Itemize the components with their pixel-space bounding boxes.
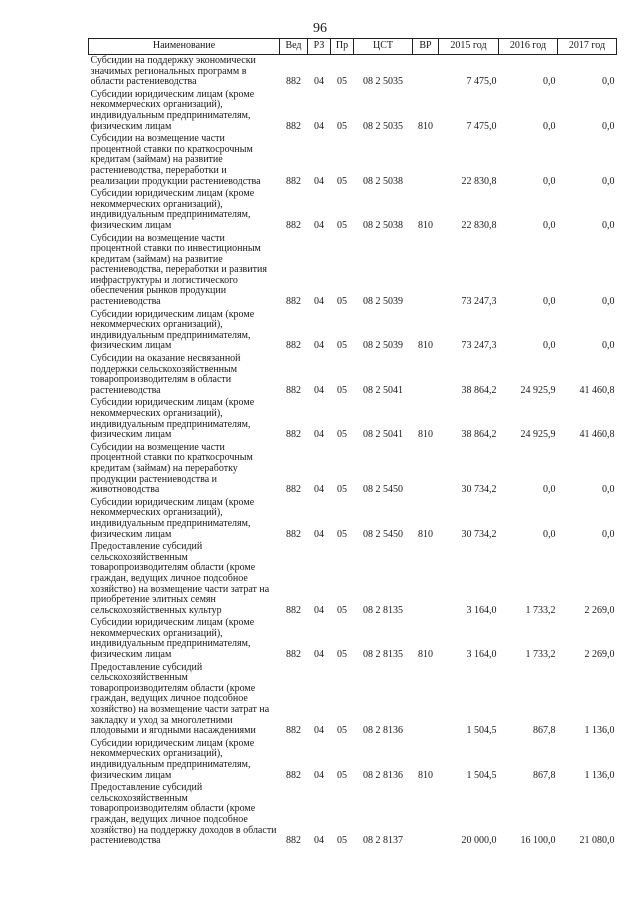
row-2016: 867,8 (533, 769, 556, 781)
row-2015: 22 830,8 (461, 175, 497, 187)
row-rz: 04 (314, 725, 324, 737)
row-pr: 05 (337, 604, 347, 616)
row-cst: 08 2 5450 (363, 484, 403, 496)
budget-table (88, 38, 617, 848)
row-rz: 04 (314, 769, 324, 781)
row-2015: 38 864,2 (461, 384, 497, 396)
header-name: Наименование (89, 39, 280, 55)
row-name: Субсидии юридическим лицам (кроме некоммерческих организаций), индивидуальным предпринимателям, физическим лицам (90, 308, 255, 352)
row-vr (413, 233, 439, 309)
row-cst: 08 2 8136 (363, 725, 403, 737)
row-2015: 7 475,0 (466, 120, 497, 132)
row-ved: 882 (286, 604, 301, 616)
row-2016: 1 733,2 (525, 649, 556, 661)
row-pr: 05 (337, 835, 347, 847)
row-cst: 08 2 5035 (363, 76, 403, 88)
table-row (89, 55, 617, 89)
row-ved: 882 (286, 340, 301, 352)
row-ved: 882 (286, 835, 301, 847)
row-2016: 0,0 (543, 484, 556, 496)
row-cst: 08 2 5039 (363, 340, 403, 352)
row-ved: 882 (286, 528, 301, 540)
row-2016: 0,0 (543, 120, 556, 132)
row-vr: 810 (418, 528, 433, 540)
table-row (89, 738, 617, 782)
row-2017: 0,0 (602, 484, 615, 496)
row-2017: 41 460,8 (579, 429, 615, 441)
row-name: Субсидии на возмещение части процентной ставки по краткосрочным кредитам (займам) на переработку продукции растениеводства и животноводства (90, 441, 253, 496)
row-2016: 0,0 (543, 340, 556, 352)
row-ved: 882 (286, 120, 301, 132)
row-ved: 882 (286, 769, 301, 781)
row-2017: 2 269,0 (584, 604, 615, 616)
row-pr: 05 (337, 528, 347, 540)
row-2016: 867,8 (533, 725, 556, 737)
row-2016: 24 925,9 (520, 384, 556, 396)
row-2017: 0,0 (602, 120, 615, 132)
row-2017: 41 460,8 (579, 384, 615, 396)
row-cst: 08 2 8137 (363, 835, 403, 847)
row-vr: 810 (418, 649, 433, 661)
table-row (89, 309, 617, 353)
row-name: Субсидии юридическим лицам (кроме некоммерческих организаций), индивидуальным предпринимателям, физическим лицам (90, 188, 255, 231)
row-vr (413, 782, 439, 848)
row-cst: 08 2 8135 (363, 604, 403, 616)
row-2016: 16 100,0 (520, 835, 556, 847)
row-vr: 810 (418, 429, 433, 441)
row-2015: 20 000,0 (461, 835, 497, 847)
row-ved: 882 (286, 175, 301, 187)
header-pr: Пр (331, 39, 354, 55)
header-rz: РЗ (308, 39, 331, 55)
row-name: Субсидии на оказание несвязанной поддержки сельскохозяйственным товаропроизводителям в области растениеводства (90, 353, 241, 396)
row-pr: 05 (337, 769, 347, 781)
row-cst: 08 2 5038 (363, 219, 403, 231)
table-row (89, 662, 617, 738)
row-cst: 08 2 5038 (363, 175, 403, 187)
row-vr (413, 133, 439, 188)
row-ved: 882 (286, 649, 301, 661)
row-name: Субсидии юридическим лицам (кроме некоммерческих организаций), индивидуальным предпринимателям, физическим лицам (90, 397, 255, 441)
row-pr: 05 (337, 384, 347, 396)
header-cst: ЦСТ (354, 39, 413, 55)
row-vr: 810 (418, 769, 433, 781)
row-2016: 0,0 (543, 219, 556, 231)
row-2017: 2 269,0 (584, 649, 615, 661)
row-cst: 08 2 5041 (363, 429, 403, 441)
row-ved: 882 (286, 296, 301, 308)
row-ved: 882 (286, 219, 301, 231)
row-cst: 08 2 5041 (363, 384, 403, 396)
row-2015: 30 734,2 (461, 528, 497, 540)
row-2015: 3 164,0 (466, 649, 497, 661)
row-rz: 04 (314, 219, 324, 231)
table-row (89, 617, 617, 661)
row-ved: 882 (286, 725, 301, 737)
row-rz: 04 (314, 484, 324, 496)
row-name: Предоставление субсидий сельскохозяйственным товаропроизводителям области (кроме граждан, ведущих личное подсобное хозяйство) на поддержку доходов в области растениеводства (90, 782, 277, 847)
row-pr: 05 (337, 725, 347, 737)
table-row (89, 233, 617, 309)
table-row (89, 497, 617, 541)
table-row (89, 541, 617, 617)
row-pr: 05 (337, 649, 347, 661)
header-ved: Вед (280, 39, 308, 55)
table-row (89, 188, 617, 232)
row-rz: 04 (314, 528, 324, 540)
row-rz: 04 (314, 384, 324, 396)
row-2016: 0,0 (543, 76, 556, 88)
row-2015: 38 864,2 (461, 429, 497, 441)
row-2015: 3 164,0 (466, 604, 497, 616)
row-pr: 05 (337, 175, 347, 187)
table-row (89, 782, 617, 848)
table-row (89, 353, 617, 397)
row-2015: 30 734,2 (461, 484, 497, 496)
row-pr: 05 (337, 296, 347, 308)
row-name: Субсидии на поддержку экономически значимых региональных программ в области растениеводства (90, 55, 256, 88)
row-2017: 0,0 (602, 528, 615, 540)
row-2015: 1 504,5 (466, 769, 497, 781)
row-cst: 08 2 5450 (363, 528, 403, 540)
row-2015: 7 475,0 (466, 76, 497, 88)
row-cst: 08 2 8135 (363, 649, 403, 661)
row-rz: 04 (314, 76, 324, 88)
row-rz: 04 (314, 175, 324, 187)
row-2016: 0,0 (543, 528, 556, 540)
row-name: Субсидии юридическим лицам (кроме некоммерческих организаций), индивидуальным предпринимателям, физическим лицам (90, 88, 255, 132)
row-rz: 04 (314, 835, 324, 847)
row-2015: 73 247,3 (461, 296, 497, 308)
row-2017: 0,0 (602, 175, 615, 187)
row-2016: 0,0 (543, 296, 556, 308)
table-body (89, 55, 617, 848)
row-rz: 04 (314, 340, 324, 352)
row-pr: 05 (337, 120, 347, 132)
row-vr: 810 (418, 340, 433, 352)
page-number: 96 (313, 21, 327, 36)
row-pr: 05 (337, 219, 347, 231)
row-cst: 08 2 8136 (363, 769, 403, 781)
row-name: Субсидии юридическим лицам (кроме некоммерческих организаций), индивидуальным предпринимателям, физическим лицам (90, 617, 255, 661)
row-name: Субсидии на возмещение части процентной ставки по краткосрочным кредитам (займам) на развитие растениеводства, переработки и реализации продукции растениеводства (90, 133, 261, 187)
row-rz: 04 (314, 429, 324, 441)
row-rz: 04 (314, 649, 324, 661)
row-vr: 810 (418, 219, 433, 231)
table-row (89, 442, 617, 497)
row-cst: 08 2 5035 (363, 120, 403, 132)
header-2015: 2015 год (439, 39, 499, 55)
header-2017: 2017 год (558, 39, 617, 55)
row-vr (413, 541, 439, 617)
row-rz: 04 (314, 604, 324, 616)
row-2015: 22 830,8 (461, 219, 497, 231)
row-name: Субсидии юридическим лицам (кроме некоммерческих организаций), индивидуальным предпринимателям, физическим лицам (90, 737, 255, 781)
row-rz: 04 (314, 120, 324, 132)
row-pr: 05 (337, 76, 347, 88)
row-2017: 0,0 (602, 219, 615, 231)
row-2015: 1 504,5 (466, 725, 497, 737)
row-ved: 882 (286, 429, 301, 441)
row-2016: 24 925,9 (520, 429, 556, 441)
row-rz: 04 (314, 296, 324, 308)
header-vr: ВР (413, 39, 439, 55)
row-2017: 0,0 (602, 296, 615, 308)
table-row (89, 397, 617, 441)
row-vr (413, 442, 439, 497)
table-row (89, 133, 617, 188)
table-row (89, 89, 617, 133)
row-ved: 882 (286, 484, 301, 496)
table-header-row (89, 39, 617, 55)
row-vr (413, 55, 439, 89)
row-pr: 05 (337, 340, 347, 352)
header-2016: 2016 год (499, 39, 558, 55)
row-name: Субсидии на возмещение части процентной ставки по инвестиционным кредитам (займам) на развитие растениеводства, переработки и развития инфраструктуры и логистического обеспечения рынков продукции растениеводства (90, 232, 267, 308)
row-vr (413, 662, 439, 738)
row-name: Предоставление субсидий сельскохозяйственным товаропроизводителям области (кроме граждан, ведущих личное подсобное хозяйство) на возмещение части затрат на закладку и уход за многолетними плодовыми и ягодными насаждениями (90, 661, 270, 737)
row-ved: 882 (286, 76, 301, 88)
row-2017: 21 080,0 (579, 835, 615, 847)
row-name: Субсидии юридическим лицам (кроме некоммерческих организаций), индивидуальным предпринимателям, физическим лицам (90, 496, 255, 540)
row-2017: 0,0 (602, 340, 615, 352)
row-vr: 810 (418, 120, 433, 132)
row-pr: 05 (337, 484, 347, 496)
row-name: Предоставление субсидий сельскохозяйственным товаропроизводителям области (кроме граждан, ведущих личное подсобное хозяйство) на возмещение части затрат на приобретение элитных семян сельскохозяйственных культур (90, 541, 270, 616)
row-cst: 08 2 5039 (363, 296, 403, 308)
row-2017: 1 136,0 (584, 769, 615, 781)
row-ved: 882 (286, 384, 301, 396)
row-2017: 0,0 (602, 76, 615, 88)
row-2017: 1 136,0 (584, 725, 615, 737)
row-vr (413, 353, 439, 397)
row-2016: 1 733,2 (525, 604, 556, 616)
row-2016: 0,0 (543, 175, 556, 187)
row-2015: 73 247,3 (461, 340, 497, 352)
row-pr: 05 (337, 429, 347, 441)
